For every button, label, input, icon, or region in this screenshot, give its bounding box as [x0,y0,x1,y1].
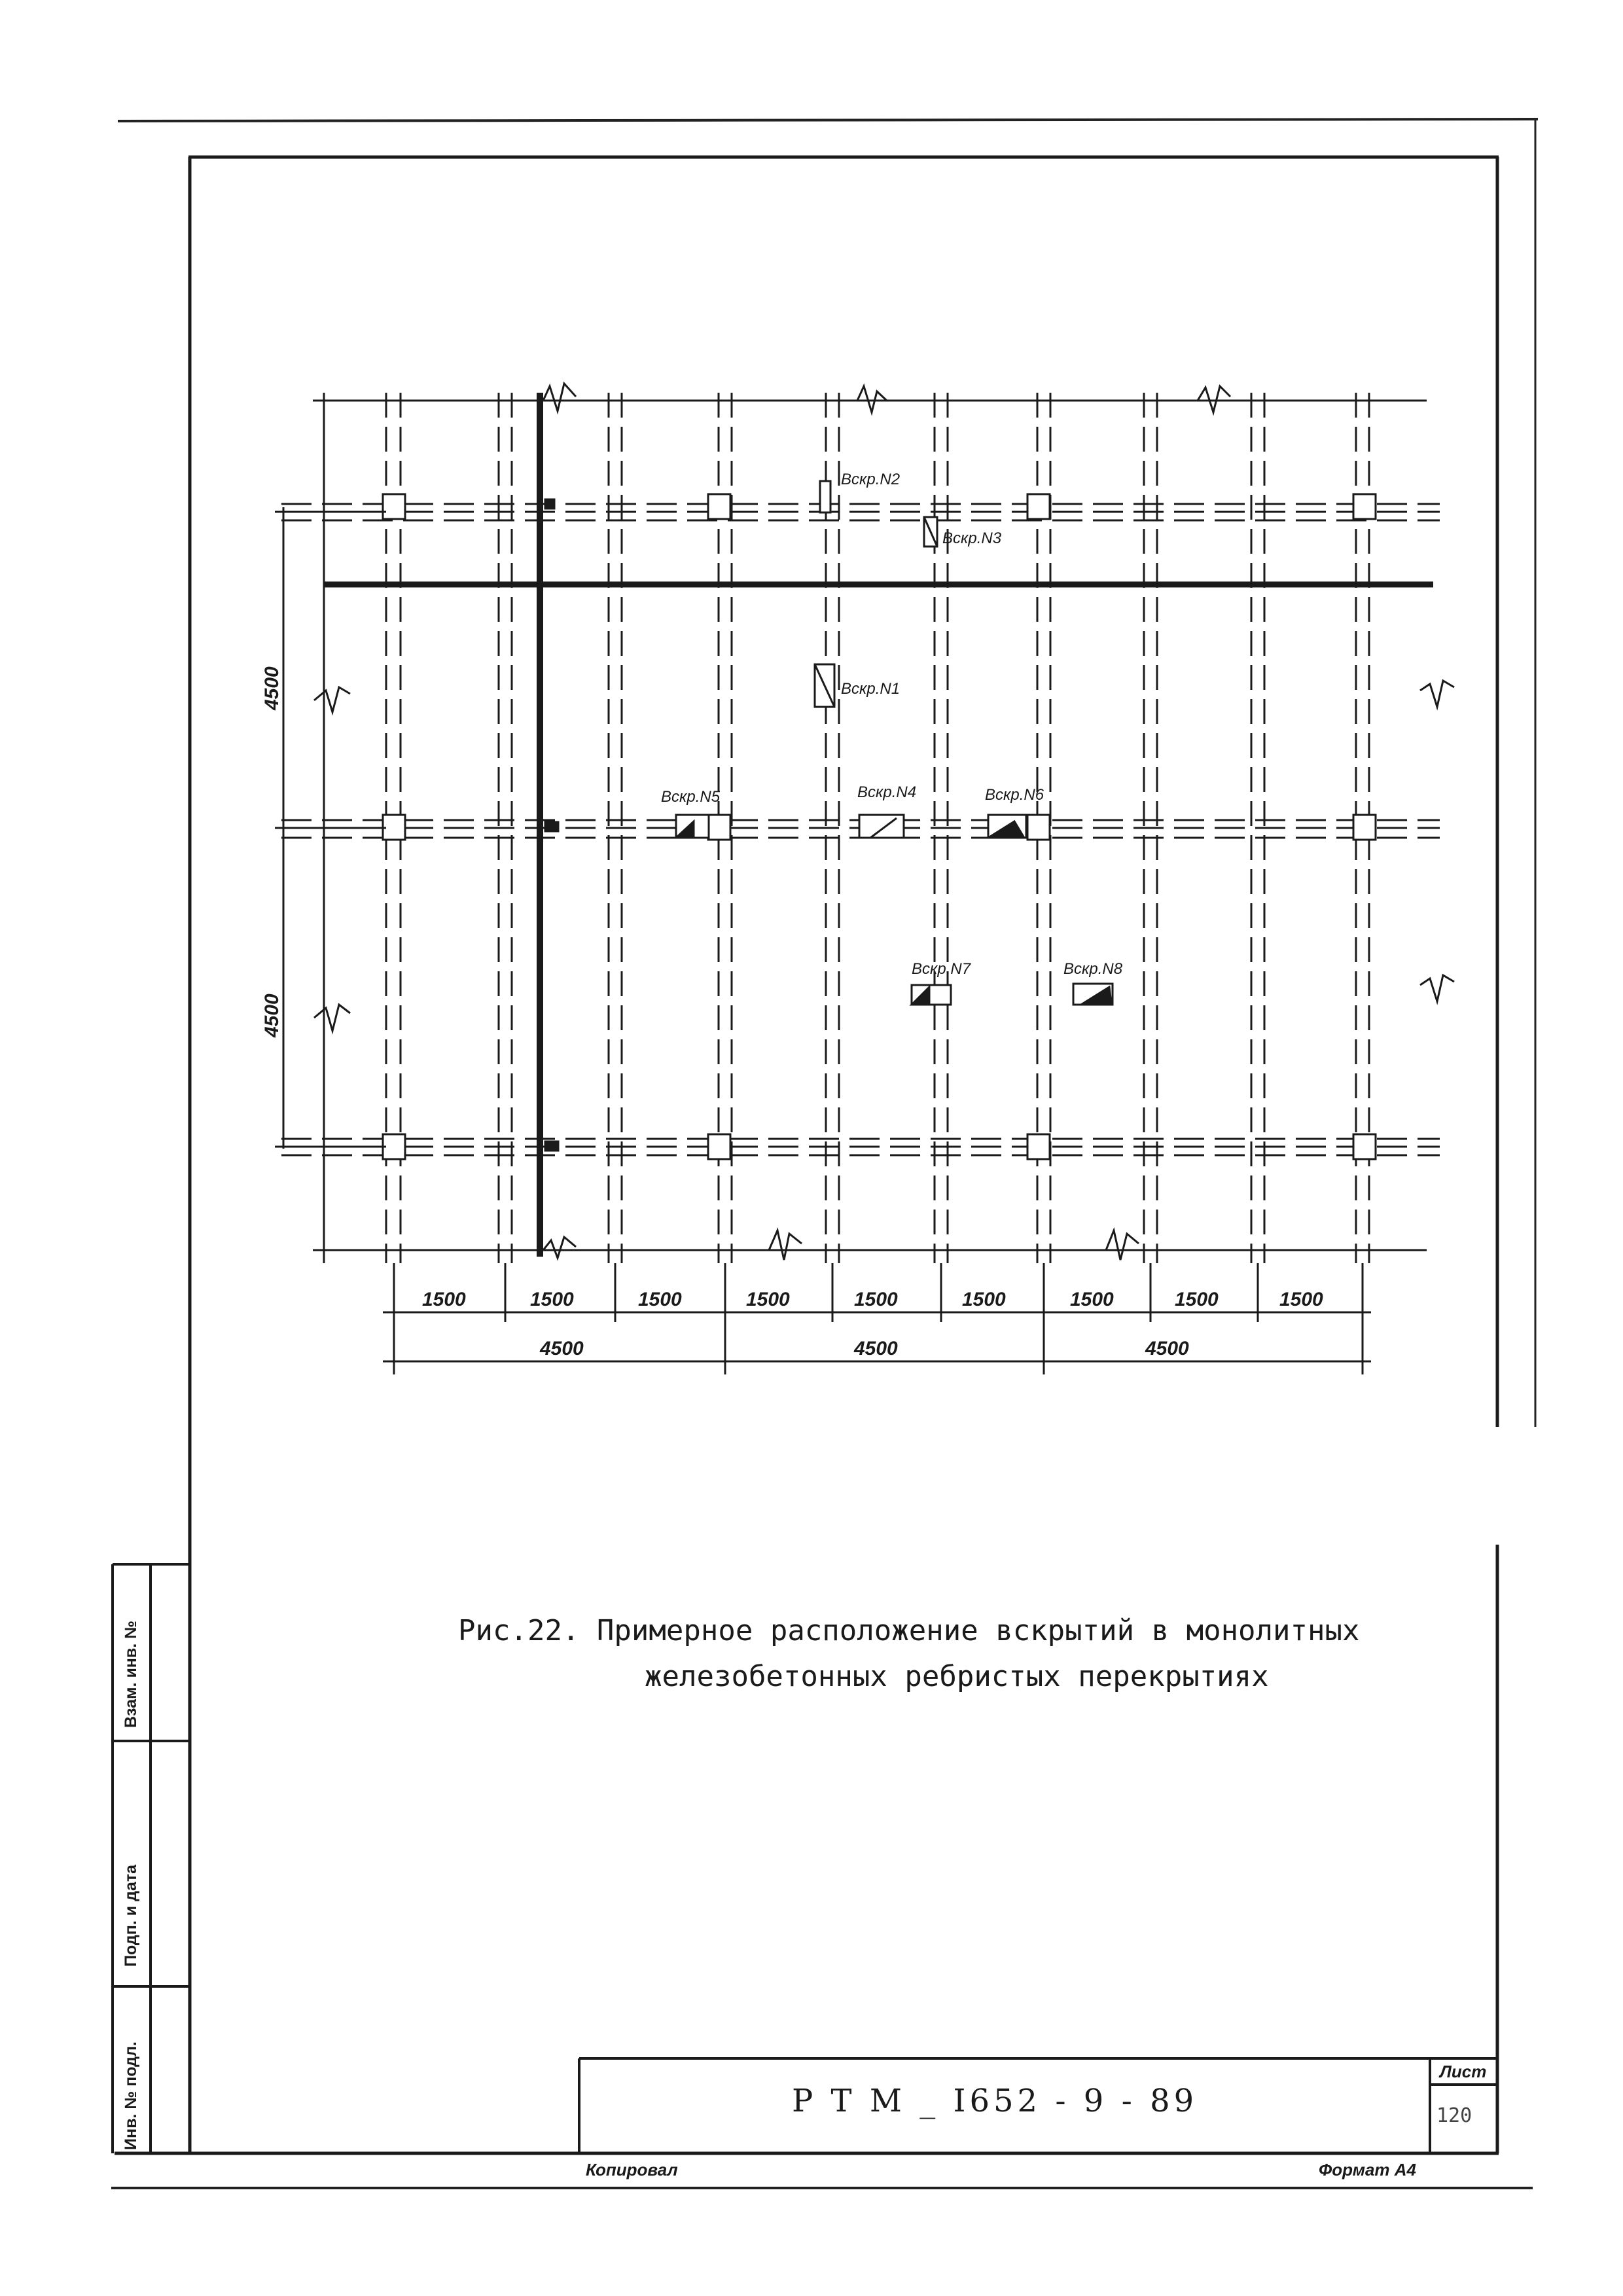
opening-label-n5: Вскр.N5 [661,788,721,806]
opening-label-n3: Вскр.N3 [942,529,1002,547]
dim-large-2: 4500 [854,1338,898,1359]
dimension-labels [261,666,1323,1359]
dim-small-4: 1500 [746,1289,790,1310]
dim-small-2: 1500 [530,1289,574,1310]
figure-caption-line2: железобетонных ребристых перекрытиях [645,1660,1269,1693]
top-sheet-border [118,119,1538,121]
dim-small-8: 1500 [1175,1289,1219,1310]
opening-label-n6: Вскр.N6 [985,786,1044,804]
dim-vertical-1: 4500 [261,666,283,710]
stamp-replace-inv-no: Взам. инв. № [122,1620,140,1728]
stamp-inv-no-original: Инв. № подл. [122,2041,140,2150]
dim-small-5: 1500 [854,1289,898,1310]
sheet-number: 120 [1436,2104,1472,2127]
sheet-label: Лист [1440,2062,1487,2081]
dimension-lines [275,507,1371,1374]
dim-small-1: 1500 [422,1289,466,1310]
opening-label-n2: Вскр.N2 [841,471,901,488]
opening-n2-box [820,481,830,512]
dim-small-3: 1500 [638,1289,682,1310]
opening-label-n1: Вскр.N1 [841,680,901,698]
opening-label-n4: Вскр.N4 [857,783,917,801]
opening-n4-box [859,815,904,838]
floor-plan-drawing [275,384,1454,1374]
document-code: Р Т М _ I652 - 9 - 89 [792,2083,1198,2119]
figure-caption-line1: Рис.22. Примерное расположение вскрытий в монолитных [458,1614,1360,1647]
opening-labels [661,471,1123,978]
dim-vertical-2: 4500 [261,994,283,1037]
dim-large-1: 4500 [540,1338,584,1359]
dim-large-3: 4500 [1145,1338,1189,1359]
opening-label-n8: Вскр.N8 [1063,960,1123,978]
dim-small-9: 1500 [1279,1289,1323,1310]
stamp-signature-date: Подп. и дата [122,1864,140,1967]
format-label: Формат А4 [1319,2160,1416,2179]
copied-by-label: Копировал [586,2160,678,2179]
dim-small-7: 1500 [1070,1289,1114,1310]
dim-small-6: 1500 [962,1289,1006,1310]
opening-label-n7: Вскр.N7 [912,960,971,978]
